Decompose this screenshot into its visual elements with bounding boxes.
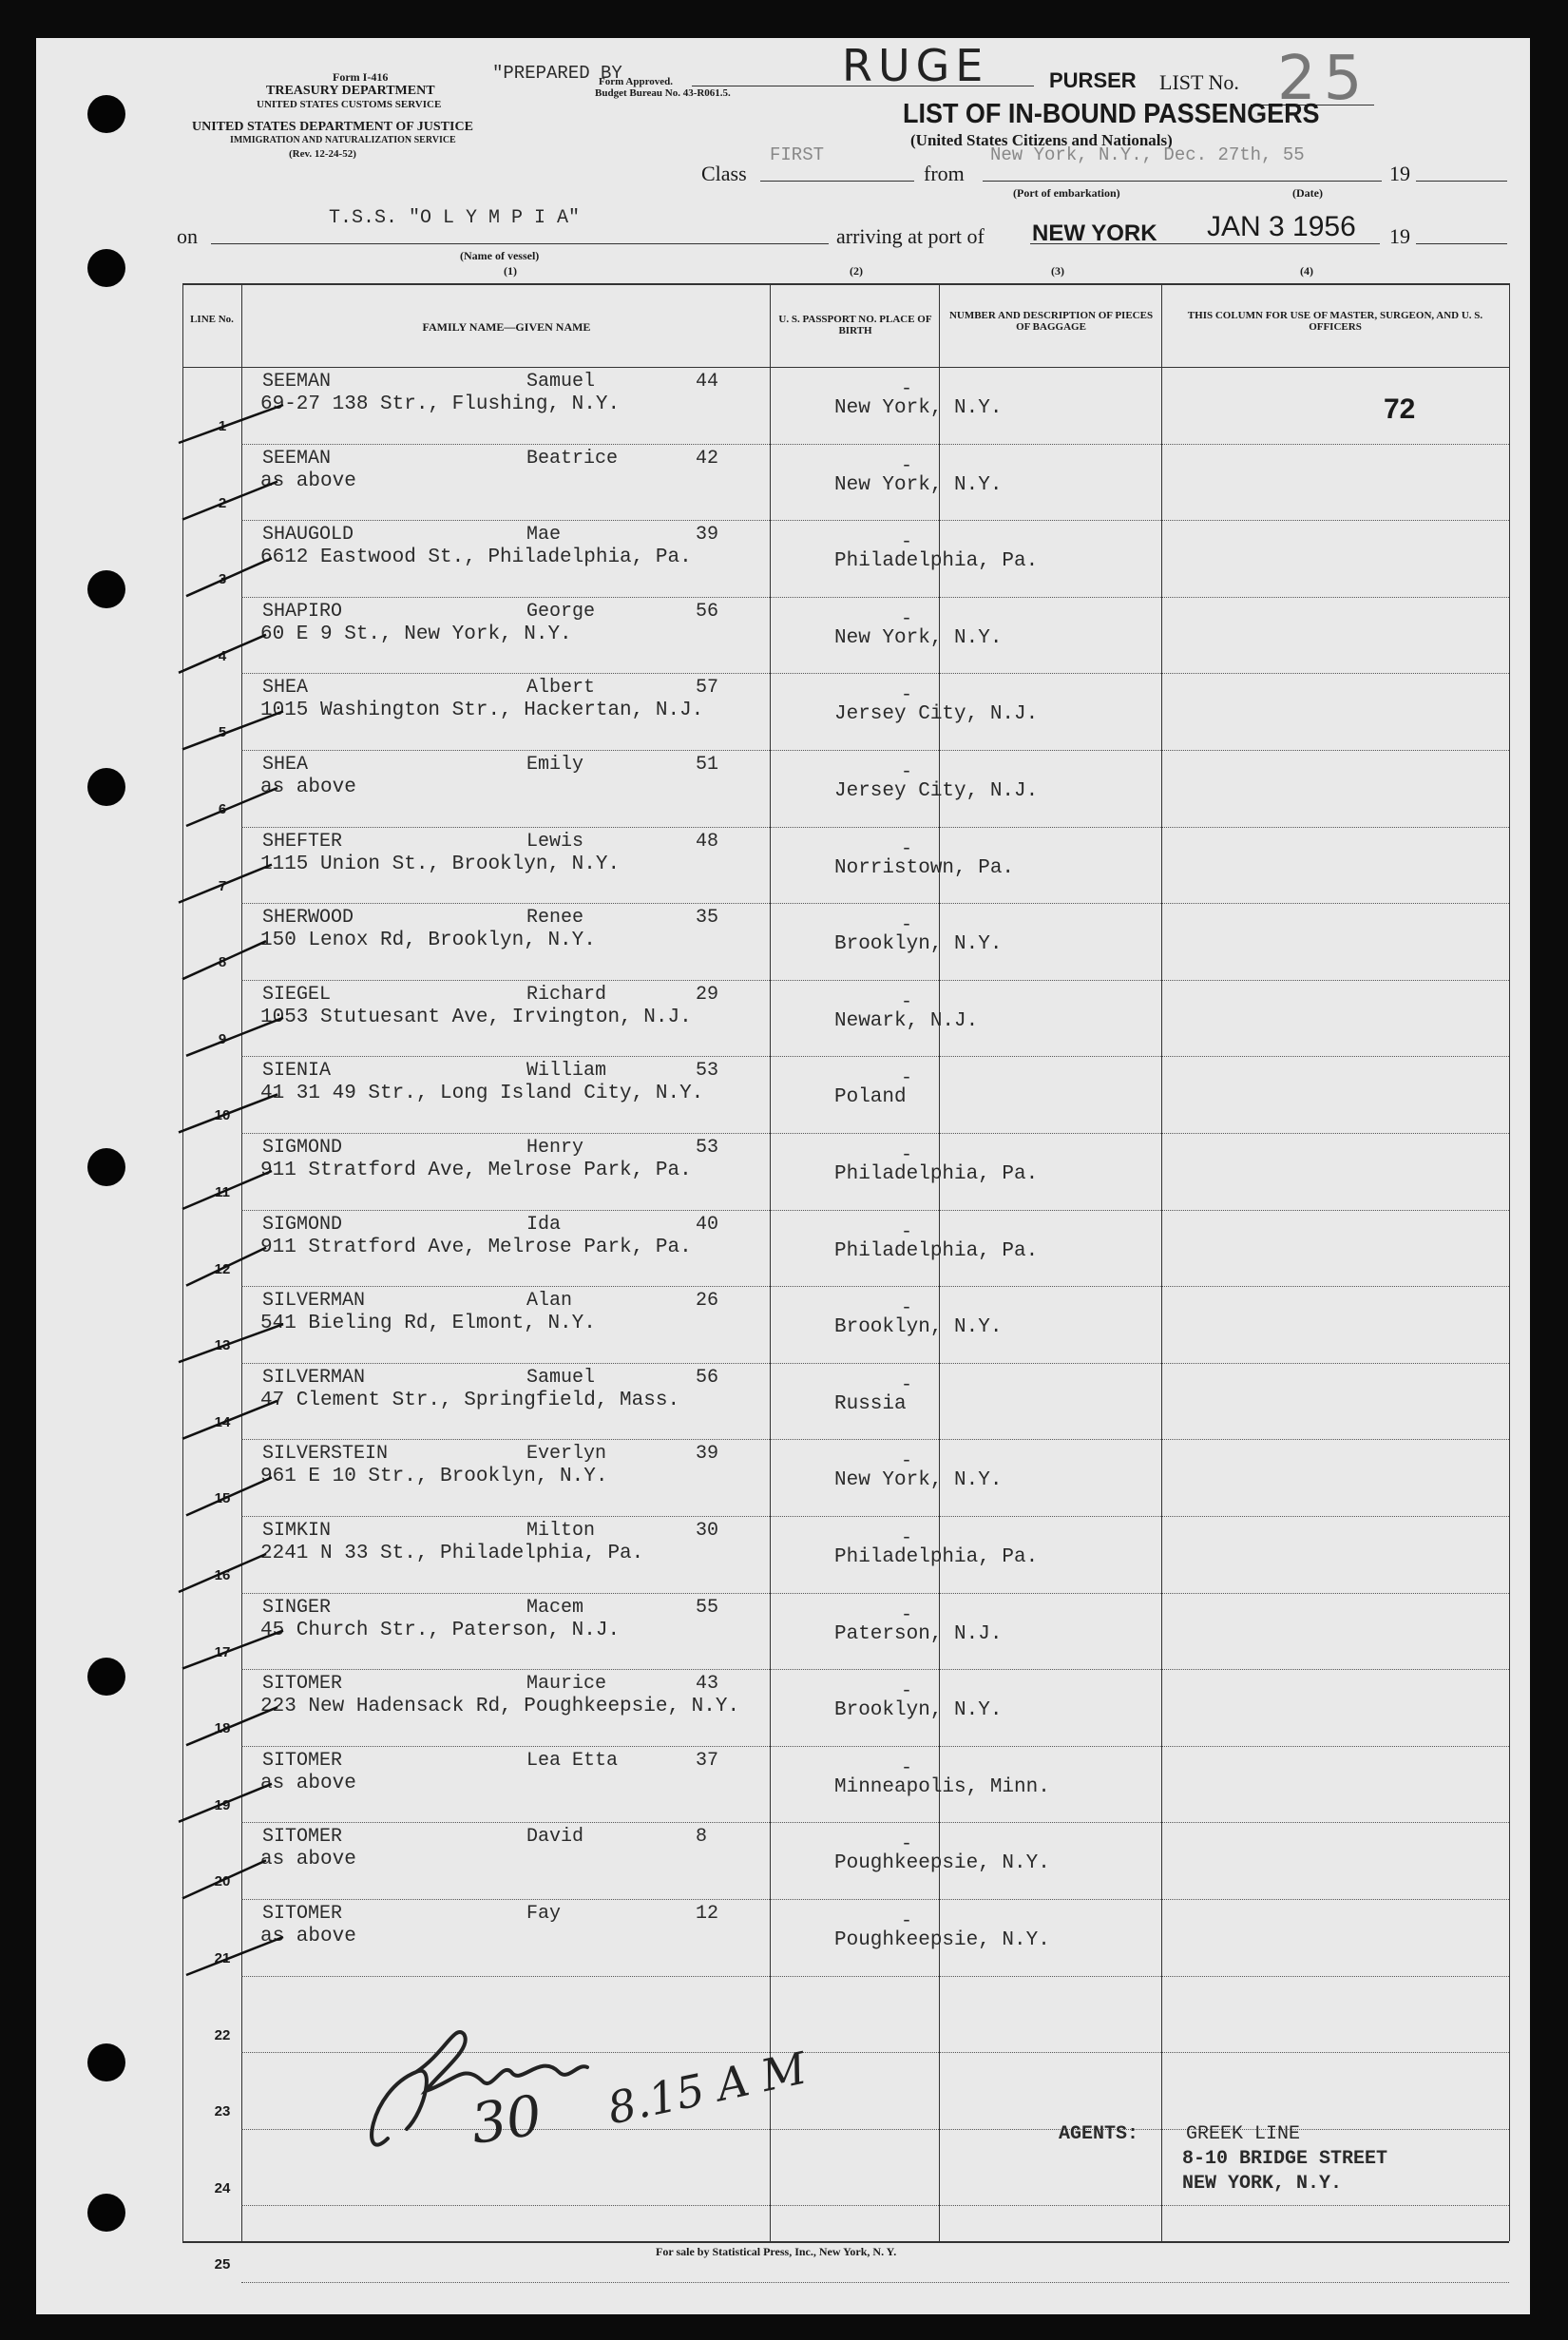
line-number: 4 <box>218 647 227 664</box>
family-name: SHERWOOD <box>262 907 354 930</box>
row-divider <box>241 1746 1509 1747</box>
row-divider <box>241 520 1509 521</box>
vessel-caption: (Name of vessel) <box>460 249 540 262</box>
passport-dash: - <box>901 454 913 477</box>
row-divider <box>241 1286 1509 1287</box>
family-name: SIEGEL <box>262 983 332 1006</box>
age: 42 <box>696 447 719 470</box>
given-name: Samuel <box>526 371 596 393</box>
line-number: 21 <box>214 1950 231 1966</box>
row-divider <box>241 597 1509 598</box>
given-name: Albert <box>526 677 596 700</box>
passport-dash: - <box>901 1067 913 1090</box>
place-of-birth: Poughkeepsie, N.Y. <box>834 1929 1050 1951</box>
address: 41 31 49 Str., Long Island City, N.Y. <box>260 1083 704 1105</box>
given-name: Samuel <box>526 1366 596 1389</box>
age: 56 <box>696 600 719 623</box>
address: 60 E 9 St., New York, N.Y. <box>260 623 572 645</box>
port-underline <box>1030 243 1380 244</box>
age: 30 <box>696 1520 719 1542</box>
passport-dash: - <box>901 1833 913 1856</box>
address: as above <box>260 1926 356 1947</box>
age: 53 <box>696 1137 719 1159</box>
row-divider <box>241 2205 1509 2206</box>
address: as above <box>260 1772 356 1794</box>
binder-hole <box>87 2194 125 2232</box>
address: 1115 Union St., Brooklyn, N.Y. <box>260 853 621 875</box>
place-of-birth: Philadelphia, Pa. <box>834 550 1039 573</box>
given-name: Ida <box>526 1213 562 1236</box>
binder-hole <box>87 2043 125 2081</box>
baggage-divider <box>1161 283 1162 2241</box>
given-name: Alan <box>526 1290 573 1313</box>
given-name: Milton <box>526 1520 596 1542</box>
list-subtitle: (United States Citizens and Nationals) <box>910 131 1173 149</box>
place-of-birth: Norristown, Pa. <box>834 856 1015 879</box>
age: 12 <box>696 1903 719 1925</box>
year-underline-2 <box>1416 243 1507 244</box>
age: 40 <box>696 1213 719 1236</box>
officer-count: 72 <box>1384 393 1416 425</box>
row-divider <box>241 673 1509 674</box>
purser-label: PURSER <box>1049 68 1137 92</box>
place-of-birth: Newark, N.J. <box>834 1009 979 1032</box>
binder-hole <box>87 1148 125 1186</box>
passport-dash: - <box>901 1297 913 1320</box>
line-number: 11 <box>215 1184 230 1200</box>
check-marks <box>169 367 359 1983</box>
address: 223 New Hadensack Rd, Poughkeepsie, N.Y. <box>260 1696 740 1718</box>
prepared-by: "PREPARED BY <box>492 63 622 84</box>
given-name: Renee <box>526 907 584 930</box>
line-number: 8 <box>218 954 227 971</box>
binder-hole <box>87 570 125 608</box>
place-of-birth: Jersey City, N.J. <box>834 703 1039 726</box>
line-number: 23 <box>214 2103 231 2120</box>
passport-dash: - <box>901 1373 913 1396</box>
row-divider <box>241 1439 1509 1440</box>
row-divider <box>241 1669 1509 1670</box>
table-bottom <box>182 2241 1509 2243</box>
table-top <box>182 283 1509 285</box>
on-label: on <box>177 224 198 248</box>
line-number: 16 <box>214 1567 231 1583</box>
header-baggage: NUMBER AND DESCRIPTION OF PIECES OF BAGGAGE <box>948 310 1154 333</box>
agents-line2: 8-10 BRIDGE STREET <box>1182 2148 1388 2170</box>
row-divider <box>241 444 1509 445</box>
family-name: SITOMER <box>262 1673 343 1696</box>
col-num-4: (4) <box>1300 264 1313 278</box>
list-label: LIST No. <box>1159 70 1239 94</box>
age: 44 <box>696 371 719 393</box>
line-number: 24 <box>214 2179 231 2196</box>
age: 29 <box>696 983 719 1006</box>
passport-dash: - <box>901 1680 913 1703</box>
revision: (Rev. 12-24-52) <box>289 148 356 160</box>
row-divider <box>241 1976 1509 1977</box>
row-divider <box>241 903 1509 904</box>
header-divider <box>182 367 1509 368</box>
line-number: 25 <box>214 2256 231 2273</box>
col-num-1: (1) <box>504 264 517 278</box>
address: 541 Bieling Rd, Elmont, N.Y. <box>260 1313 596 1335</box>
family-name: SHEFTER <box>262 830 343 853</box>
agents-line3: NEW YORK, N.Y. <box>1182 2173 1343 2195</box>
address: 911 Stratford Ave, Melrose Park, Pa. <box>260 1160 692 1181</box>
age: 51 <box>696 754 719 776</box>
age: 8 <box>696 1826 708 1849</box>
year-prefix-2: 19 <box>1389 224 1410 248</box>
place-of-birth: Philadelphia, Pa. <box>834 1239 1039 1262</box>
justice-dept: UNITED STATES DEPARTMENT OF JUSTICE <box>192 120 473 134</box>
age: 43 <box>696 1673 719 1696</box>
address: 2241 N 33 St., Philadelphia, Pa. <box>260 1543 644 1564</box>
passport-dash: - <box>901 990 913 1013</box>
line-number: 6 <box>218 801 227 817</box>
address: as above <box>260 1849 356 1871</box>
arrival-date: JAN 3 1956 <box>1207 211 1356 242</box>
passport-dash: - <box>901 1527 913 1549</box>
handwritten-time: 8.15 A M <box>602 2042 812 2135</box>
binder-hole <box>87 95 125 133</box>
family-name: SEEMAN <box>262 447 332 470</box>
address: 1053 Stutuesant Ave, Irvington, N.J. <box>260 1006 692 1028</box>
passport-dash: - <box>901 1220 913 1243</box>
manifest-sheet <box>36 38 1530 2314</box>
family-name: SIGMOND <box>262 1213 343 1236</box>
from-value: New York, N.Y., Dec. 27th, 55 <box>990 144 1305 165</box>
line-number: 2 <box>218 494 227 511</box>
given-name: Emily <box>526 754 584 776</box>
col-num-2: (2) <box>850 264 863 278</box>
passport-dash: - <box>901 1756 913 1779</box>
class-label: Class <box>701 162 747 185</box>
age: 55 <box>696 1596 719 1619</box>
agents-label: AGENTS: <box>1059 2123 1139 2145</box>
line-number: 17 <box>214 1643 231 1660</box>
place-of-birth: New York, N.Y. <box>834 626 1003 649</box>
row-divider <box>241 1516 1509 1517</box>
class-value: FIRST <box>770 144 825 165</box>
family-name: SITOMER <box>262 1903 343 1925</box>
row-divider <box>241 1133 1509 1134</box>
vessel-name: T.S.S. "O L Y M P I A" <box>329 207 581 229</box>
row-divider <box>241 1210 1509 1211</box>
passport-dash: - <box>901 531 913 554</box>
age: 39 <box>696 524 719 547</box>
binder-hole <box>87 1658 125 1696</box>
passport-dash: - <box>901 378 913 400</box>
header-name: FAMILY NAME—GIVEN NAME <box>422 320 591 334</box>
passport-dash: - <box>901 1144 913 1166</box>
place-of-birth: Philadelphia, Pa. <box>834 1163 1039 1185</box>
form-number: Form I-416 <box>333 70 389 84</box>
given-name: Everlyn <box>526 1443 607 1466</box>
port-caption: (Port of embarkation) <box>1013 186 1120 200</box>
vessel-underline <box>211 243 829 244</box>
from-underline <box>983 181 1382 182</box>
binder-hole <box>87 768 125 806</box>
age: 53 <box>696 1060 719 1083</box>
line-number: 15 <box>214 1490 231 1507</box>
place-of-birth: New York, N.Y. <box>834 1469 1003 1492</box>
line-number: 12 <box>214 1260 231 1277</box>
address: 69-27 138 Str., Flushing, N.Y. <box>260 393 621 415</box>
age: 37 <box>696 1749 719 1772</box>
row-divider <box>241 2282 1509 2283</box>
age: 48 <box>696 830 719 853</box>
header-passport: U. S. PASSPORT NO. PLACE OF BIRTH <box>778 314 932 336</box>
family-name: SIGMOND <box>262 1137 343 1159</box>
family-name: SITOMER <box>262 1749 343 1772</box>
family-name: SINGER <box>262 1596 332 1619</box>
preparer-name: RUGE <box>842 40 989 91</box>
line-number: 14 <box>214 1413 231 1430</box>
immigration-service: IMMIGRATION AND NATURALIZATION SERVICE <box>230 135 456 145</box>
family-name: SILVERSTEIN <box>262 1443 389 1466</box>
passport-dash: - <box>901 607 913 630</box>
address: 961 E 10 Str., Brooklyn, N.Y. <box>260 1466 608 1488</box>
family-name: SILVERMAN <box>262 1290 366 1313</box>
place-of-birth: Paterson, N.J. <box>834 1622 1003 1645</box>
line-number: 13 <box>214 1337 231 1354</box>
given-name: George <box>526 600 596 623</box>
customs-service: UNITED STATES CUSTOMS SERVICE <box>257 99 442 110</box>
line-number: 18 <box>214 1720 231 1737</box>
list-title: LIST OF IN-BOUND PASSENGERS <box>903 99 1320 129</box>
list-number: 25 <box>1277 44 1370 114</box>
given-name: Beatrice <box>526 447 619 470</box>
row-divider <box>241 750 1509 751</box>
given-name: William <box>526 1060 607 1083</box>
place-of-birth: Philadelphia, Pa. <box>834 1546 1039 1568</box>
given-name: Maurice <box>526 1673 607 1696</box>
handwritten-count: 30 <box>467 2082 546 2157</box>
given-name: Fay <box>526 1903 562 1925</box>
family-name: SITOMER <box>262 1826 343 1849</box>
arriving-label: arriving at port of <box>836 224 985 248</box>
given-name: Mae <box>526 524 562 547</box>
treasury-dept: TREASURY DEPARTMENT <box>266 84 435 98</box>
age: 57 <box>696 677 719 700</box>
passport-dash: - <box>901 914 913 937</box>
place-of-birth: Brooklyn, N.Y. <box>834 933 1003 956</box>
family-name: SIMKIN <box>262 1520 332 1542</box>
line-number: 10 <box>214 1107 231 1124</box>
line-number: 22 <box>214 2026 231 2043</box>
place-of-birth: Brooklyn, N.Y. <box>834 1316 1003 1339</box>
agents-line1: GREEK LINE <box>1186 2123 1301 2145</box>
budget-approved: Form Approved. <box>599 76 674 87</box>
table-right <box>1509 283 1510 2241</box>
from-label: from <box>924 162 965 185</box>
age: 35 <box>696 907 719 930</box>
row-divider <box>241 1593 1509 1594</box>
year-underline-1 <box>1416 181 1507 182</box>
row-divider <box>241 1056 1509 1057</box>
family-name: SILVERMAN <box>262 1366 366 1389</box>
year-prefix-1: 19 <box>1389 162 1410 185</box>
given-name: Macem <box>526 1596 584 1619</box>
header-line-no: LINE No. <box>190 314 234 325</box>
given-name: David <box>526 1826 584 1849</box>
row-divider <box>241 1363 1509 1364</box>
address: as above <box>260 777 356 798</box>
date-caption: (Date) <box>1292 186 1323 200</box>
age: 56 <box>696 1366 719 1389</box>
passport-dash: - <box>901 837 913 860</box>
place-of-birth: Poland <box>834 1086 907 1109</box>
header-officers: THIS COLUMN FOR USE OF MASTER, SURGEON, AND U. S. OFFICERS <box>1187 310 1483 333</box>
family-name: SHAUGOLD <box>262 524 354 547</box>
passport-dash: - <box>901 1603 913 1626</box>
address: 150 Lenox Rd, Brooklyn, N.Y. <box>260 930 596 952</box>
place-of-birth: Russia <box>834 1392 907 1415</box>
budget-number: Budget Bureau No. 43-R061.5. <box>595 87 731 99</box>
row-divider <box>241 980 1509 981</box>
age: 39 <box>696 1443 719 1466</box>
passport-dash: - <box>901 1910 913 1932</box>
line-number: 7 <box>218 877 227 894</box>
family-name: SEEMAN <box>262 371 332 393</box>
binder-hole <box>87 249 125 287</box>
place-of-birth: New York, N.Y. <box>834 397 1003 419</box>
line-number: 9 <box>218 1030 227 1047</box>
address: as above <box>260 470 356 492</box>
given-name: Richard <box>526 983 607 1006</box>
address: 6612 Eastwood St., Philadelphia, Pa. <box>260 547 692 569</box>
name-divider <box>770 283 771 2241</box>
row-divider <box>241 1899 1509 1900</box>
row-divider <box>241 1822 1509 1823</box>
passport-dash: - <box>901 684 913 707</box>
place-of-birth: New York, N.Y. <box>834 473 1003 496</box>
line-number: 1 <box>218 418 227 434</box>
family-name: SHEA <box>262 677 309 700</box>
address: 45 Church Str., Paterson, N.J. <box>260 1619 621 1641</box>
given-name: Lea Etta <box>526 1749 619 1772</box>
place-of-birth: Brooklyn, N.Y. <box>834 1699 1003 1722</box>
class-underline <box>760 181 914 182</box>
footer-note: For sale by Statistical Press, Inc., New York, N. Y. <box>656 2245 897 2258</box>
line-number: 3 <box>218 571 227 588</box>
age: 26 <box>696 1290 719 1313</box>
place-of-birth: Minneapolis, Minn. <box>834 1775 1050 1798</box>
place-of-birth: Jersey City, N.J. <box>834 780 1039 802</box>
given-name: Henry <box>526 1137 584 1159</box>
family-name: SIENIA <box>262 1060 332 1083</box>
arrival-port: NEW YORK <box>1032 221 1157 246</box>
place-of-birth: Poughkeepsie, N.Y. <box>834 1852 1050 1875</box>
row-divider <box>241 827 1509 828</box>
passport-dash: - <box>901 761 913 783</box>
address: 911 Stratford Ave, Melrose Park, Pa. <box>260 1236 692 1258</box>
address: 47 Clement Str., Springfield, Mass. <box>260 1389 680 1411</box>
address: 1015 Washington Str., Hackertan, N.J. <box>260 700 704 722</box>
family-name: SHAPIRO <box>262 600 343 623</box>
line-number: 19 <box>214 1796 231 1813</box>
line-number: 20 <box>214 1873 231 1890</box>
col-num-3: (3) <box>1051 264 1064 278</box>
passport-dash: - <box>901 1450 913 1473</box>
line-number: 5 <box>218 724 227 741</box>
given-name: Lewis <box>526 830 584 853</box>
family-name: SHEA <box>262 754 309 776</box>
